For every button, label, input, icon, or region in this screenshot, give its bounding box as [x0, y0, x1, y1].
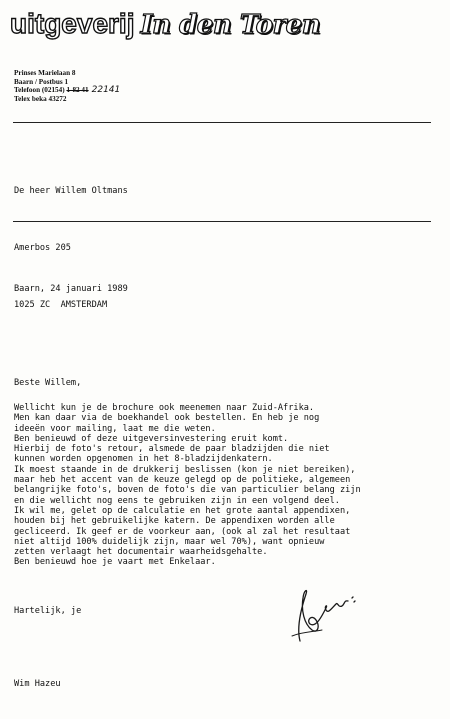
sender-address	[14, 69, 120, 103]
phone-prefix: Telefoon (02154)	[14, 86, 65, 95]
divider-bottom	[13, 221, 431, 222]
salutation: Beste Willem,	[14, 378, 82, 388]
body-line: Men kan daar via de boekhandel ook bestellen. En heb je nog	[14, 413, 320, 424]
body-line: en die wellicht nog eens te gebruiken zijn in een volgend deel.	[14, 495, 340, 506]
body-line: Ik wil me, gelet op de calculatie en het grote aantal appendixen,	[14, 505, 351, 516]
letter-date: Baarn, 24 januari 1989	[14, 284, 128, 294]
body-line: zetten verlaagt het documentair waarheidsgehalte.	[14, 547, 268, 558]
phone-struck: 1-82 41	[66, 86, 89, 95]
sender-city: Baarn / Postbus 1	[14, 77, 69, 86]
recipient-city: 1025 ZC AMSTERDAM	[14, 300, 108, 310]
divider-top	[13, 122, 431, 123]
body-line: ideeën voor mailing, laat me die weten.	[14, 423, 216, 434]
body-line: kunnen worden opgenomen in het 8-bladzijdenkatern.	[14, 454, 273, 465]
recipient-address	[14, 144, 128, 353]
body-line: gecliceerd. Ik geef er de voorkeur aan, (ook al zal het resultaat	[14, 526, 351, 537]
phone-handwritten: 22141	[91, 85, 121, 96]
sender-street: Prinses Marielaan 8	[14, 69, 76, 77]
body-line: niet altijd 100% duidelijk zijn, maar wel 70%), want opnieuw	[14, 536, 325, 547]
body-line: Wellicht kun je de brochure ook meenemen naar Zuid-Afrika.	[14, 403, 315, 413]
publisher-word: uitgeverij	[10, 8, 135, 39]
letter-body	[14, 403, 361, 568]
recipient-name: De heer Willem Oltmans	[14, 186, 128, 196]
signature-image	[282, 586, 362, 646]
body-line: Ben benieuwd hoe je vaart met Enkelaar.	[14, 557, 216, 568]
body-line: Ik moest staande in de drukkerij beslissen (kon je niet bereiken),	[14, 464, 356, 475]
body-line: belangrijke foto's, boven de foto's die van particulier belang zijn	[14, 485, 361, 496]
closing: Hartelijk, je	[14, 606, 82, 616]
body-line: maar heb het accent van de keuze gelegd op de politieke, algemeen	[14, 475, 351, 486]
recipient-street: Amerbos 205	[14, 243, 71, 253]
letterhead-logo	[10, 8, 320, 40]
body-line: houden bij het gebruikelijke katern. De appendixen worden alle	[14, 516, 335, 527]
body-line: Ben benieuwd of deze uitgeversinvestering eruit komt.	[14, 433, 289, 444]
sender-telex: Telex beka 43272	[14, 94, 67, 103]
body-line: Hierbij de foto's retour, alsmede de paar bladzijden die niet	[14, 444, 330, 455]
sender-phone	[14, 86, 120, 95]
publisher-name: In den Toren	[140, 10, 321, 40]
signer-name: Wim Hazeu	[14, 679, 61, 689]
